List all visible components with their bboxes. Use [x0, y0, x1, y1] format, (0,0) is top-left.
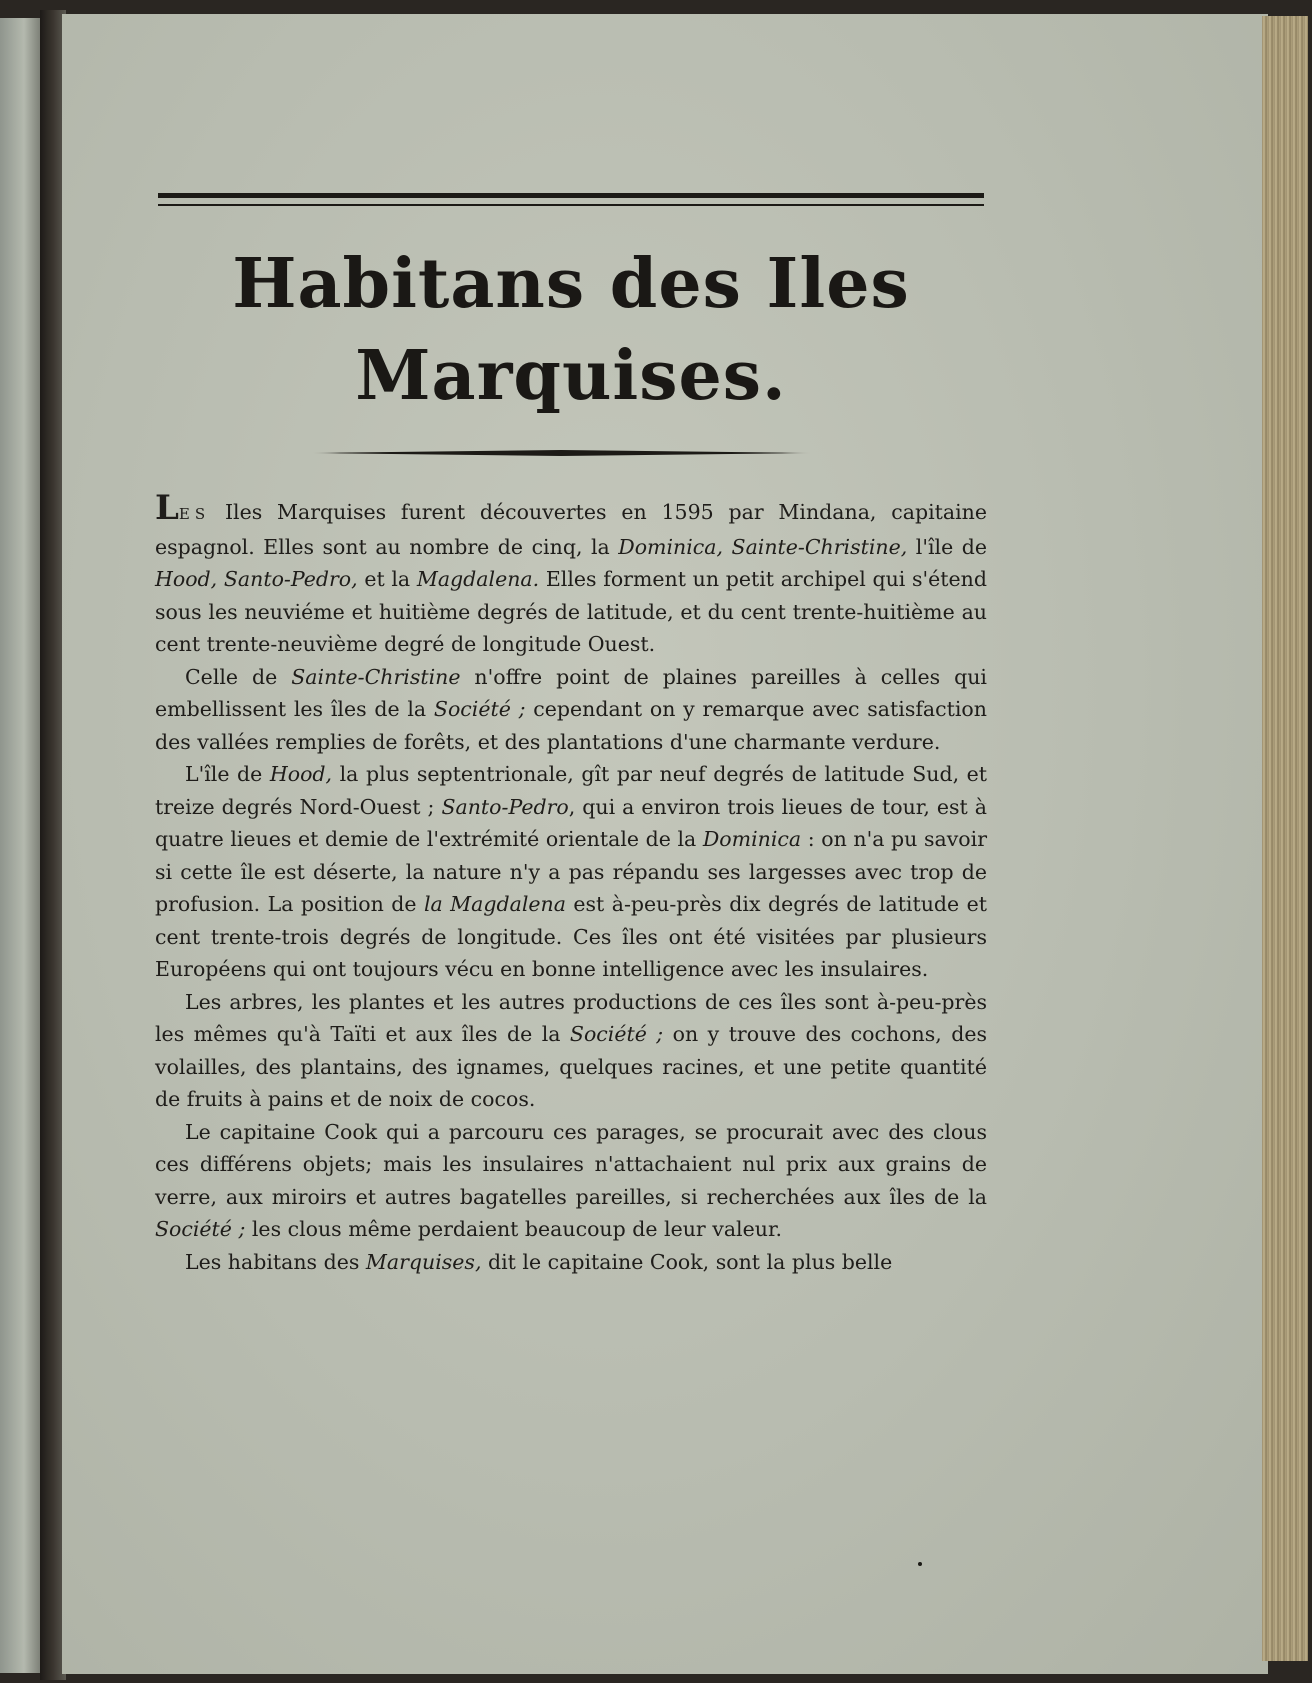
text-run: cependant on y remarque avec satisfaction des vallées remplies de forêts, et des plantations d'une charmante verdure.	[155, 697, 987, 754]
text-run: est à-peu-près dix degrés de latitude et cent trente-trois degrés de longitude. Ces îles ont été visitées par plusieurs Européens qui ont toujours vécu en bonne intelligence avec les insulaires.	[155, 892, 987, 981]
paragraph-6	[155, 1246, 987, 1279]
page-fore-edge	[1262, 16, 1308, 1661]
text-run: Le capitaine Cook qui a parcouru ces parages, se procurait avec des clous ces différens objets; mais les insulaires n'attachaient nul prix aux grains de verre, aux miroirs et autres bagatelles pareilles, si recherchées aux îles de la	[155, 1119, 987, 1209]
text-run: n'offre point de plaines pareilles à celles qui embellissent les îles de la	[155, 664, 987, 721]
text-run: , qui a environ trois lieues de tour, est à quatre lieues et demie de l'extrémité orientale de la	[155, 794, 987, 851]
drop-cap: L	[155, 488, 179, 528]
text-run: Celle de	[185, 664, 292, 689]
title-line-2: Marquises.	[355, 336, 787, 416]
text-run: les clous même perdaient beaucoup de leur valeur.	[245, 1217, 783, 1241]
paragraph-5	[155, 1116, 987, 1246]
text-run: L'île de	[185, 762, 270, 786]
paragraph-1	[155, 488, 987, 661]
text-run: dit le capitaine Cook, sont la plus belle	[481, 1249, 893, 1274]
paragraph-2	[155, 661, 987, 759]
italic-run: Société ;	[155, 1217, 246, 1241]
text-run: et la	[357, 567, 417, 591]
italic-run: Santo-Pedro	[441, 794, 569, 819]
text-run: Les arbres, les plantes et les autres productions de ces îles sont à-peu-près les mêmes qu'à Taïti et aux îles de la	[155, 989, 987, 1046]
italic-run: Dominica	[702, 827, 802, 851]
text-run: Elles forment un petit archipel qui s'étend sous les neuviéme et huitième degrés de latitude, et du cent trente-huitième au cent trente-neuvième degré de longitude Ouest.	[155, 567, 987, 656]
text-run: Iles Marquises furent découvertes en 1595 par Mindana, capitaine espagnol. Elles sont au nombre de cinq, la	[155, 500, 987, 559]
title-line-1: Habitans des Iles	[232, 244, 910, 324]
paragraph-3	[155, 758, 987, 986]
italic-run: Hood,	[269, 762, 333, 786]
small-caps: ES	[178, 505, 211, 523]
paragraph-4	[155, 986, 987, 1116]
italic-run: la Magdalena	[423, 892, 566, 916]
italic-run: Société ;	[433, 697, 526, 721]
italic-run: Société ;	[569, 1022, 664, 1046]
italic-run: Dominica, Sainte-Christine,	[618, 534, 908, 559]
ink-speck	[918, 1562, 922, 1566]
text-run: la plus septentrionale, gît par neuf degrés de latitude Sud, et treize degrés Nord-Ouest ;	[155, 762, 988, 819]
header-rule-thin	[158, 204, 984, 206]
text-run: Les habitans des	[185, 1249, 366, 1274]
body-text	[155, 488, 988, 1278]
italic-run: Magdalena.	[416, 567, 540, 591]
text-run: : on n'a pu savoir si cette île est déserte, la nature n'y a pas répandu ses largesses avec trop de profusion. La position de	[155, 827, 987, 916]
italic-run: Sainte-Christine	[291, 664, 461, 689]
header-rule-thick	[158, 193, 984, 198]
text-run: l'île de	[907, 534, 987, 559]
page-title	[158, 238, 984, 422]
text-run: on y trouve des cochons, des volailles, des plantains, des ignames, quelques racines, et une petite quantité de fruits à pains et de noix de cocos.	[155, 1022, 987, 1111]
italic-run: Marquises,	[365, 1249, 482, 1274]
previous-page-edge	[0, 18, 40, 1673]
italic-run: Hood, Santo-Pedro,	[155, 567, 358, 591]
